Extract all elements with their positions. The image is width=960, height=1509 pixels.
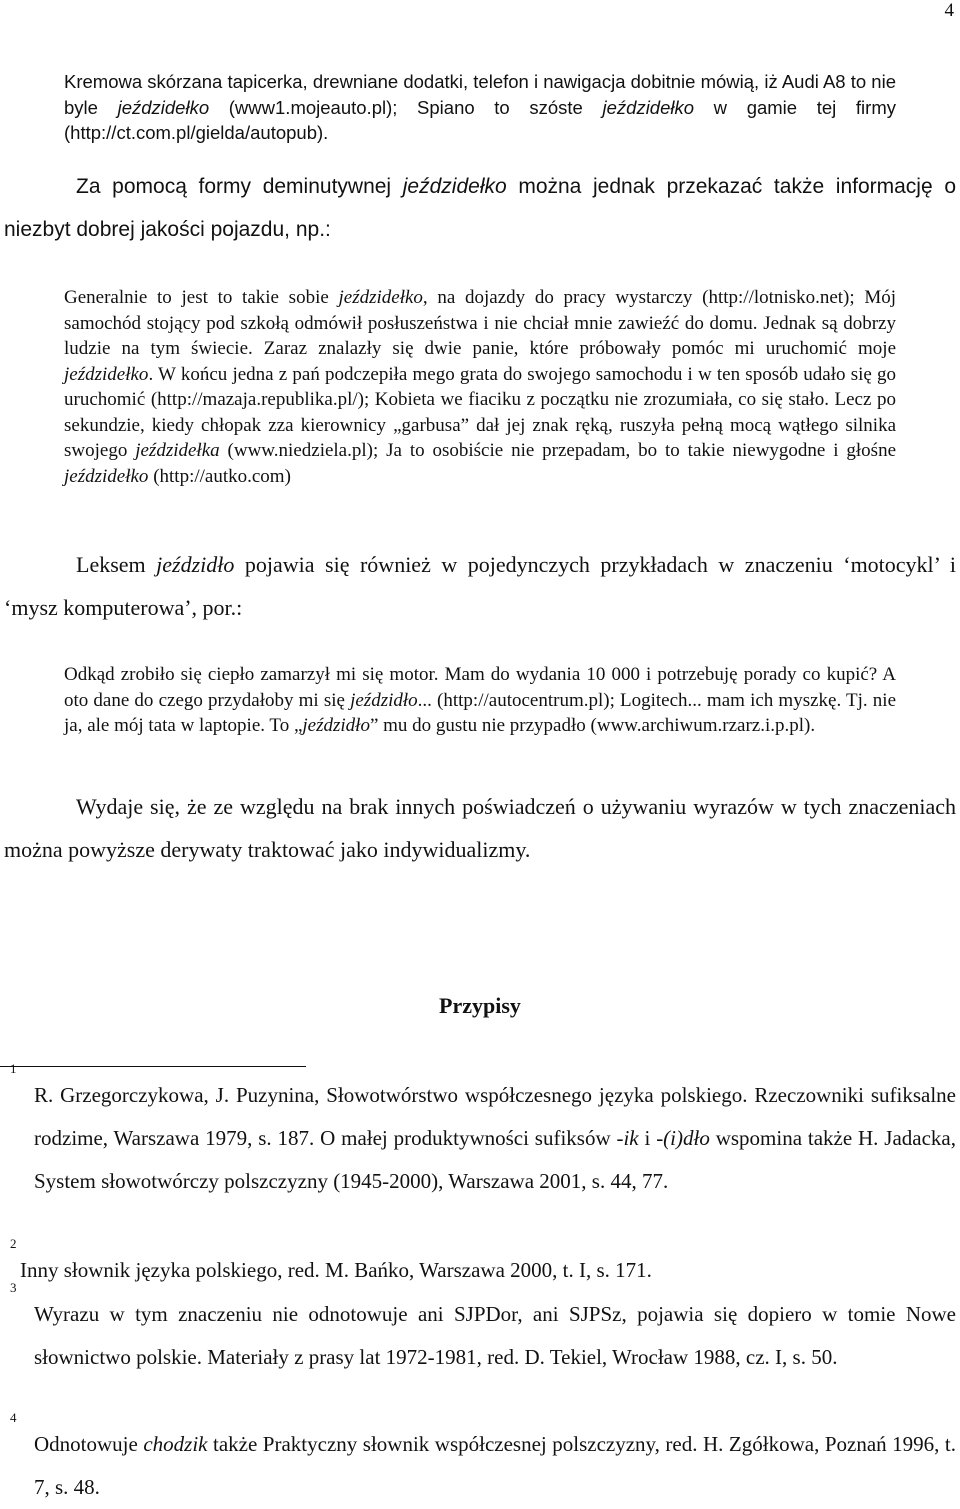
quote-italic-term: jeździdełka xyxy=(135,440,220,461)
quote-italic-term: jeździdełko xyxy=(338,287,423,308)
footnote-text: Odnotowuje chodzik także Praktyczny słownik współczesnej polszczyzny, red. H. Zgółkowa, Poznań 1996, t. 7, s. 48. xyxy=(34,1432,956,1499)
footnote-number: 2 xyxy=(10,1236,17,1251)
quote-text: , na dojazdy do pracy wystarczy (http://lotnisko.net); Mój samochód stojący pod szkołą odmówił posłuszeństwa i nie chciał mnie zawieźć do domu. Jednak są dobrzy ludzie na tym świecie. Zaraz znalazły się dwie panie, które próbowały pomóc mi uruchomić moje xyxy=(64,287,897,359)
footnote-text: R. Grzegorczykowa, J. Puzynina, Słowotwórstwo współczesnego języka polskiego. Rzeczowniki sufiksalne rodzime, Warszawa 1979, s. 187. O małej produktywności sufiksów -ik i -(i)dło wspomina także H. Jadacka, System słowotwórczy polszczyzny (1945-2000), Warszawa 2001, s. 44, 77. xyxy=(34,1083,956,1193)
quote-audi xyxy=(64,69,896,146)
footnote-number: 1 xyxy=(10,1061,17,1076)
quote-italic-term: jeździdełko xyxy=(602,96,695,118)
quote-text: (www1.mojeauto.pl); Spiano to szóste xyxy=(209,96,603,118)
footnote-text: Inny słownik języka polskiego, red. M. Bańko, Warszawa 2000, t. I, s. 171. xyxy=(20,1258,652,1282)
quote-text: Generalnie to jest to takie sobie xyxy=(64,287,339,308)
quote-text: (www.niedziela.pl); Ja to osobiście nie przepadam, bo to takie niewygodne i głośne xyxy=(219,440,896,461)
paragraph-deminutive xyxy=(4,165,956,251)
footnote-separator xyxy=(0,1066,306,1067)
paragraph-text: można jednak przekazać także informację o niezbyt dobrej jakości pojazdu, np.: xyxy=(4,175,956,241)
page-number: 4 xyxy=(944,0,954,21)
quote-text: . W końcu jedna z pań podczepiła mego grata do swojego samochodu i w ten sposób udało się go uruchomić (http://mazaja.republika.pl/); Kobieta we fiaciku z początku nie zrozumiała, co się stało. Lecz po sekundzie, kiedy chłopak zza kierownicy „garbusa” dał jej znak ręką, ruszyła pełną mocą wątłego silnika swojego xyxy=(64,363,896,461)
footnote-number: 4 xyxy=(10,1410,17,1425)
quote-italic-term: jeździdełko xyxy=(64,465,149,487)
italic-term: jeździdło xyxy=(156,552,235,577)
italic-term: jeździdełko xyxy=(402,175,507,198)
quote-text: ... (http://autocentrum.pl); Logitech... mam ich myszkę. Tj. nie ja, ale mój tata w laptopie. To „ xyxy=(64,689,897,736)
quote-text: ” mu do gustu nie przypadło (www.archiwum.rzarz.i.p.pl). xyxy=(369,715,816,736)
paragraph-jezdzidlo xyxy=(4,543,956,629)
paragraph-text: Leksem xyxy=(76,552,157,577)
quote-italic-term: jeździdełko xyxy=(64,363,149,385)
quote-motor-mouse xyxy=(64,662,896,739)
paragraph-conclusion: Wydaje się, że ze względu na brak innych poświadczeń o używaniu wyrazów w tych znaczeniach można powyższe derywaty traktować jako indywidualizmy. xyxy=(4,794,956,862)
quote-text: w gamie tej firmy (http://ct.com.pl/gielda/autopub). xyxy=(64,96,896,143)
quote-text: Kremowa skórzana tapicerka, drewniane dodatki, telefon i nawigacja dobitnie mówią, iż Audi A8 to nie byle xyxy=(64,71,896,118)
footnote-4 xyxy=(10,1410,956,1509)
footnote-text: Wyrazu w tym znaczeniu nie odnotowuje ani SJPDor, ani SJPSz, pojawia się dopiero w tomie Nowe słownictwo polskie. Materiały z prasy lat 1972-1981, red. D. Tekiel, Wrocław 1988, cz. I, s. 50. xyxy=(34,1302,956,1369)
footnotes-heading: Przypisy xyxy=(439,993,521,1018)
quote-text: (http://autko.com) xyxy=(148,465,291,487)
quote-text: Odkąd zrobiło się ciepło zamarzył mi się motor. Mam do wydania 10 000 i potrzebuję porady co kupić? A oto dane do czego przydałoby mi się xyxy=(64,664,896,711)
paragraph-text: pojawia się również w pojedynczych przykładach w znaczeniu ‘motocykl’ i ‘mysz komputerowa’, por.: xyxy=(4,552,956,620)
footnote-1 xyxy=(10,1061,956,1203)
paragraph-text: Za pomocą formy deminutywnej xyxy=(76,175,403,198)
quote-jezdzidelko-examples xyxy=(64,285,896,489)
quote-italic-term: jeździdełko xyxy=(117,96,210,118)
quote-italic-term: jeździdło xyxy=(350,689,418,711)
quote-italic-term: jeździdło xyxy=(302,715,370,736)
footnote-3 xyxy=(10,1280,956,1379)
footnote-number: 3 xyxy=(10,1280,17,1295)
footnote-2 xyxy=(10,1236,956,1292)
